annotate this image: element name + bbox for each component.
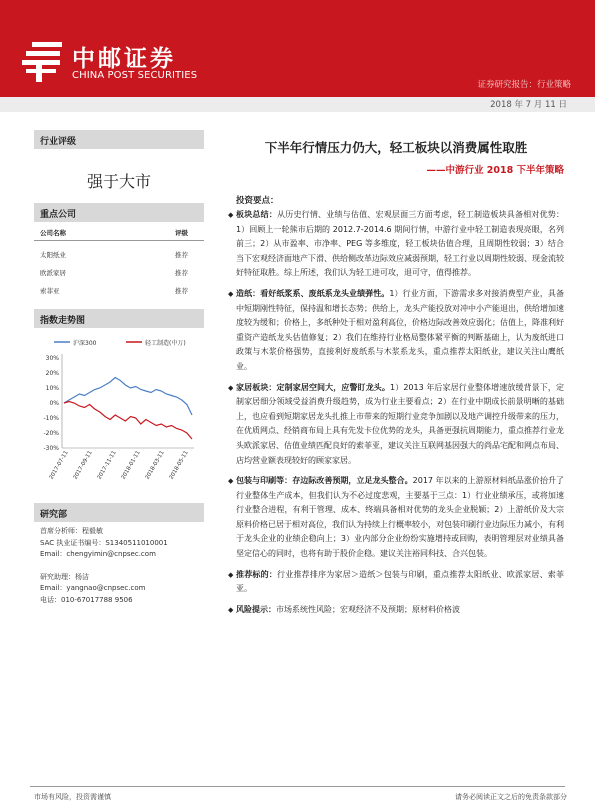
para-highlight: 定制家居空间大，应警盯龙头。 (276, 382, 391, 392)
table-row (34, 286, 204, 295)
para-lead: 板块总结： (236, 210, 278, 219)
index-trend-chart (34, 328, 204, 503)
analyst-line: 电话：010-67017788 9506 (40, 595, 133, 604)
x-tick-label: 2018-01-11 (120, 450, 142, 481)
x-tick-label: 2018-03-11 (144, 450, 166, 481)
research-section-title: 研究部 (34, 503, 204, 522)
para-text: 市场系统性风险；宏观经济不及预期；原材料价格波 (276, 604, 460, 614)
left-sidebar (34, 130, 204, 606)
rating-section-title: 行业评级 (34, 130, 204, 149)
trend-section-title: 指数走势图 (34, 309, 204, 328)
x-tick-label: 2017-11-11 (96, 450, 118, 481)
analyst-line (40, 561, 204, 572)
main-content (228, 138, 564, 617)
company-rating: 推荐 (175, 251, 188, 259)
report-header (0, 0, 595, 97)
para-text: 1）行业方面，下游需求多对接消费型产业，具备中短期刚性特征，保持温和增长态势；供给上，龙头产能投放对冲中小产能退出，供给增加速度较为缓和；价格上，多纸种处于相对盈利高位，价格边际改善效应弱化；估值上，降准利好重资产造纸龙头估值修复；2）我们在维持行业格局整体紧平衡的判断基础上，认为废纸进口政策与木浆价格强势，直接利好废纸系与木浆系龙头，重点推荐太阳纸业，建议关注山鹰纸业。 (236, 288, 565, 371)
analyst-line: 首席分析师：程毅敏 (40, 527, 103, 535)
para-home-furnishing (228, 381, 564, 469)
y-tick-label: -20% (43, 430, 59, 437)
analyst-info (34, 526, 204, 606)
table-row (34, 250, 204, 259)
col-rating: 评级 (175, 229, 188, 237)
industry-rating: 强于大市 (86, 172, 151, 191)
company-name: 欧派家居 (40, 269, 66, 277)
para-lead: 风险提示： (236, 604, 276, 614)
footer-right: 请务必阅读正文之后的免责条款部分 (455, 793, 567, 801)
y-tick-label: -10% (43, 415, 59, 422)
analyst-line: SAC 执业证书编号：S1340511010001 (40, 538, 168, 547)
bullet-icon: ◆ (228, 383, 234, 392)
series-line (64, 402, 192, 440)
col-company-name: 公司名称 (40, 229, 66, 237)
para-recommendations (228, 568, 564, 597)
para-text: 从历史行情、业绩与估值、宏观层面三方面考虑，轻工制造板块具备相对优势：1）回顾上一轮熊市后期的 2012.7-2014.6 期间行情，中游行业中轻工制造表现亮眼，名列前三；2）从市盈率、市净率、PEG 等多维度，轻工板块估值合理，且周期性较弱；3）结合当下宏观经济面地产下滑、供给侧改革边际效应减弱预期，轻工行业以周期性较弱、现金流较好特征取胜。综上所述，我们认为轻工进可攻，退可守，值得推荐。 (236, 210, 565, 278)
report-subtitle: ——中游行业 2018 下半年策略 (426, 165, 564, 176)
y-tick-label: -30% (43, 445, 59, 452)
para-highlight: 看好纸浆系、废纸系龙头业绩弹性。 (260, 288, 390, 298)
company-rating: 推荐 (175, 269, 188, 277)
companies-section-title: 重点公司 (34, 203, 204, 222)
company-name: 太阳纸业 (40, 251, 66, 259)
china-post-logo-icon (22, 42, 64, 82)
analyst-line: Email：chengyimin@cnpsec.com (40, 550, 156, 558)
bullet-icon: ◆ (228, 211, 234, 219)
series-line (64, 378, 192, 416)
bullet-icon: ◆ (228, 477, 234, 486)
y-tick-label: 10% (45, 385, 59, 392)
x-tick-label: 2017-07-11 (48, 450, 70, 481)
summary-label: 投资要点： (236, 196, 279, 206)
brand-name-en: CHINA POST SECURITIES (72, 70, 198, 81)
company-name: 索菲亚 (40, 287, 60, 295)
para-sector-summary (228, 208, 564, 281)
report-type: 证券研究报告：行业策略 (477, 80, 571, 90)
para-lead: 造纸： (236, 288, 261, 298)
brand-name-cn: 中邮证券 (72, 46, 176, 72)
para-lead: 家居板块： (236, 382, 277, 392)
trend-chart-svg (34, 328, 204, 503)
x-tick-label: 2017-09-11 (72, 450, 94, 481)
bullet-icon: ◆ (228, 605, 234, 614)
companies-table-header (34, 228, 204, 241)
para-paper (228, 287, 564, 375)
legend-label: 沪深300 (73, 340, 97, 347)
footer-left: 市场有风险，投资需谨慎 (34, 793, 111, 801)
bullet-icon: ◆ (228, 289, 234, 298)
bullet-icon: ◆ (228, 570, 234, 579)
para-lead: 推荐标的： (236, 569, 278, 579)
date-bar (0, 97, 595, 112)
para-lead: 包装与印刷等： (236, 476, 293, 486)
para-packaging (228, 474, 564, 562)
company-rating: 推荐 (175, 287, 188, 295)
para-text: 2017 年以来的上游原材料纸品涨价抬升了行业整体生产成本，但我们认为不必过度悲观，主要基于三点：1）行业业绩承压，或将加速行业整合进程，有利于管理、成本、终端具备相对优势的龙头企业脱颖；2）上游纸价及大宗原料价格已居于相对高位，我们认为持续上行概率较小，对包装印刷行业边际压力减小，有利于龙头企业的业绩企稳向上；3）业内部分企业纷纷实施增持或回购，表明管理层对业绩具备坚定信心的同时，也将有助于股价企稳。建议关注裕同科技、合兴包装。 (236, 476, 565, 559)
table-row (34, 268, 204, 277)
report-title: 下半年行情压力仍大，轻工板块以消费属性取胜 (264, 140, 528, 155)
y-tick-label: 30% (45, 355, 59, 362)
analyst-line: Email：yangnao@cnpsec.com (40, 584, 146, 592)
legend-label: 轻工制造(中万) (145, 340, 186, 347)
footer-divider (30, 786, 565, 787)
y-tick-label: 0% (49, 400, 59, 407)
para-text: 1）2013 年后家居行业整体增速放缓背景下，定制家居细分领域受益消费升级趋势，成为行业主要看点；2）在行业中期成长前景明晰的基础上，也应看到短期家居龙头扎推上市带来的短期行业竞争加剧以及地产调控升级带来的压力，在优质网点、经销商布局上具有先发卡位优势的龙头，具备更强抗周期能力，重点推荐行业龙头欧派家居、估值业绩匹配良好的索菲亚，建议关注互联网基因强大的尚品宅配和网点布局、店均营业额表现较好的顾家家居。 (236, 382, 565, 465)
y-tick-label: 20% (45, 370, 59, 377)
para-highlight: 存边际改善预期，立足龙头整合。 (292, 476, 413, 486)
report-date: 2018 年 7 月 11 日 (490, 100, 567, 110)
para-text: 行业推荐排序为家居＞造纸＞包装与印刷，重点推荐太阳纸业、欧派家居、索菲亚。 (236, 569, 565, 594)
x-tick-label: 2018-05-11 (168, 450, 190, 481)
analyst-line: 研究助理：杨洁 (40, 572, 89, 581)
para-risk (228, 603, 564, 618)
